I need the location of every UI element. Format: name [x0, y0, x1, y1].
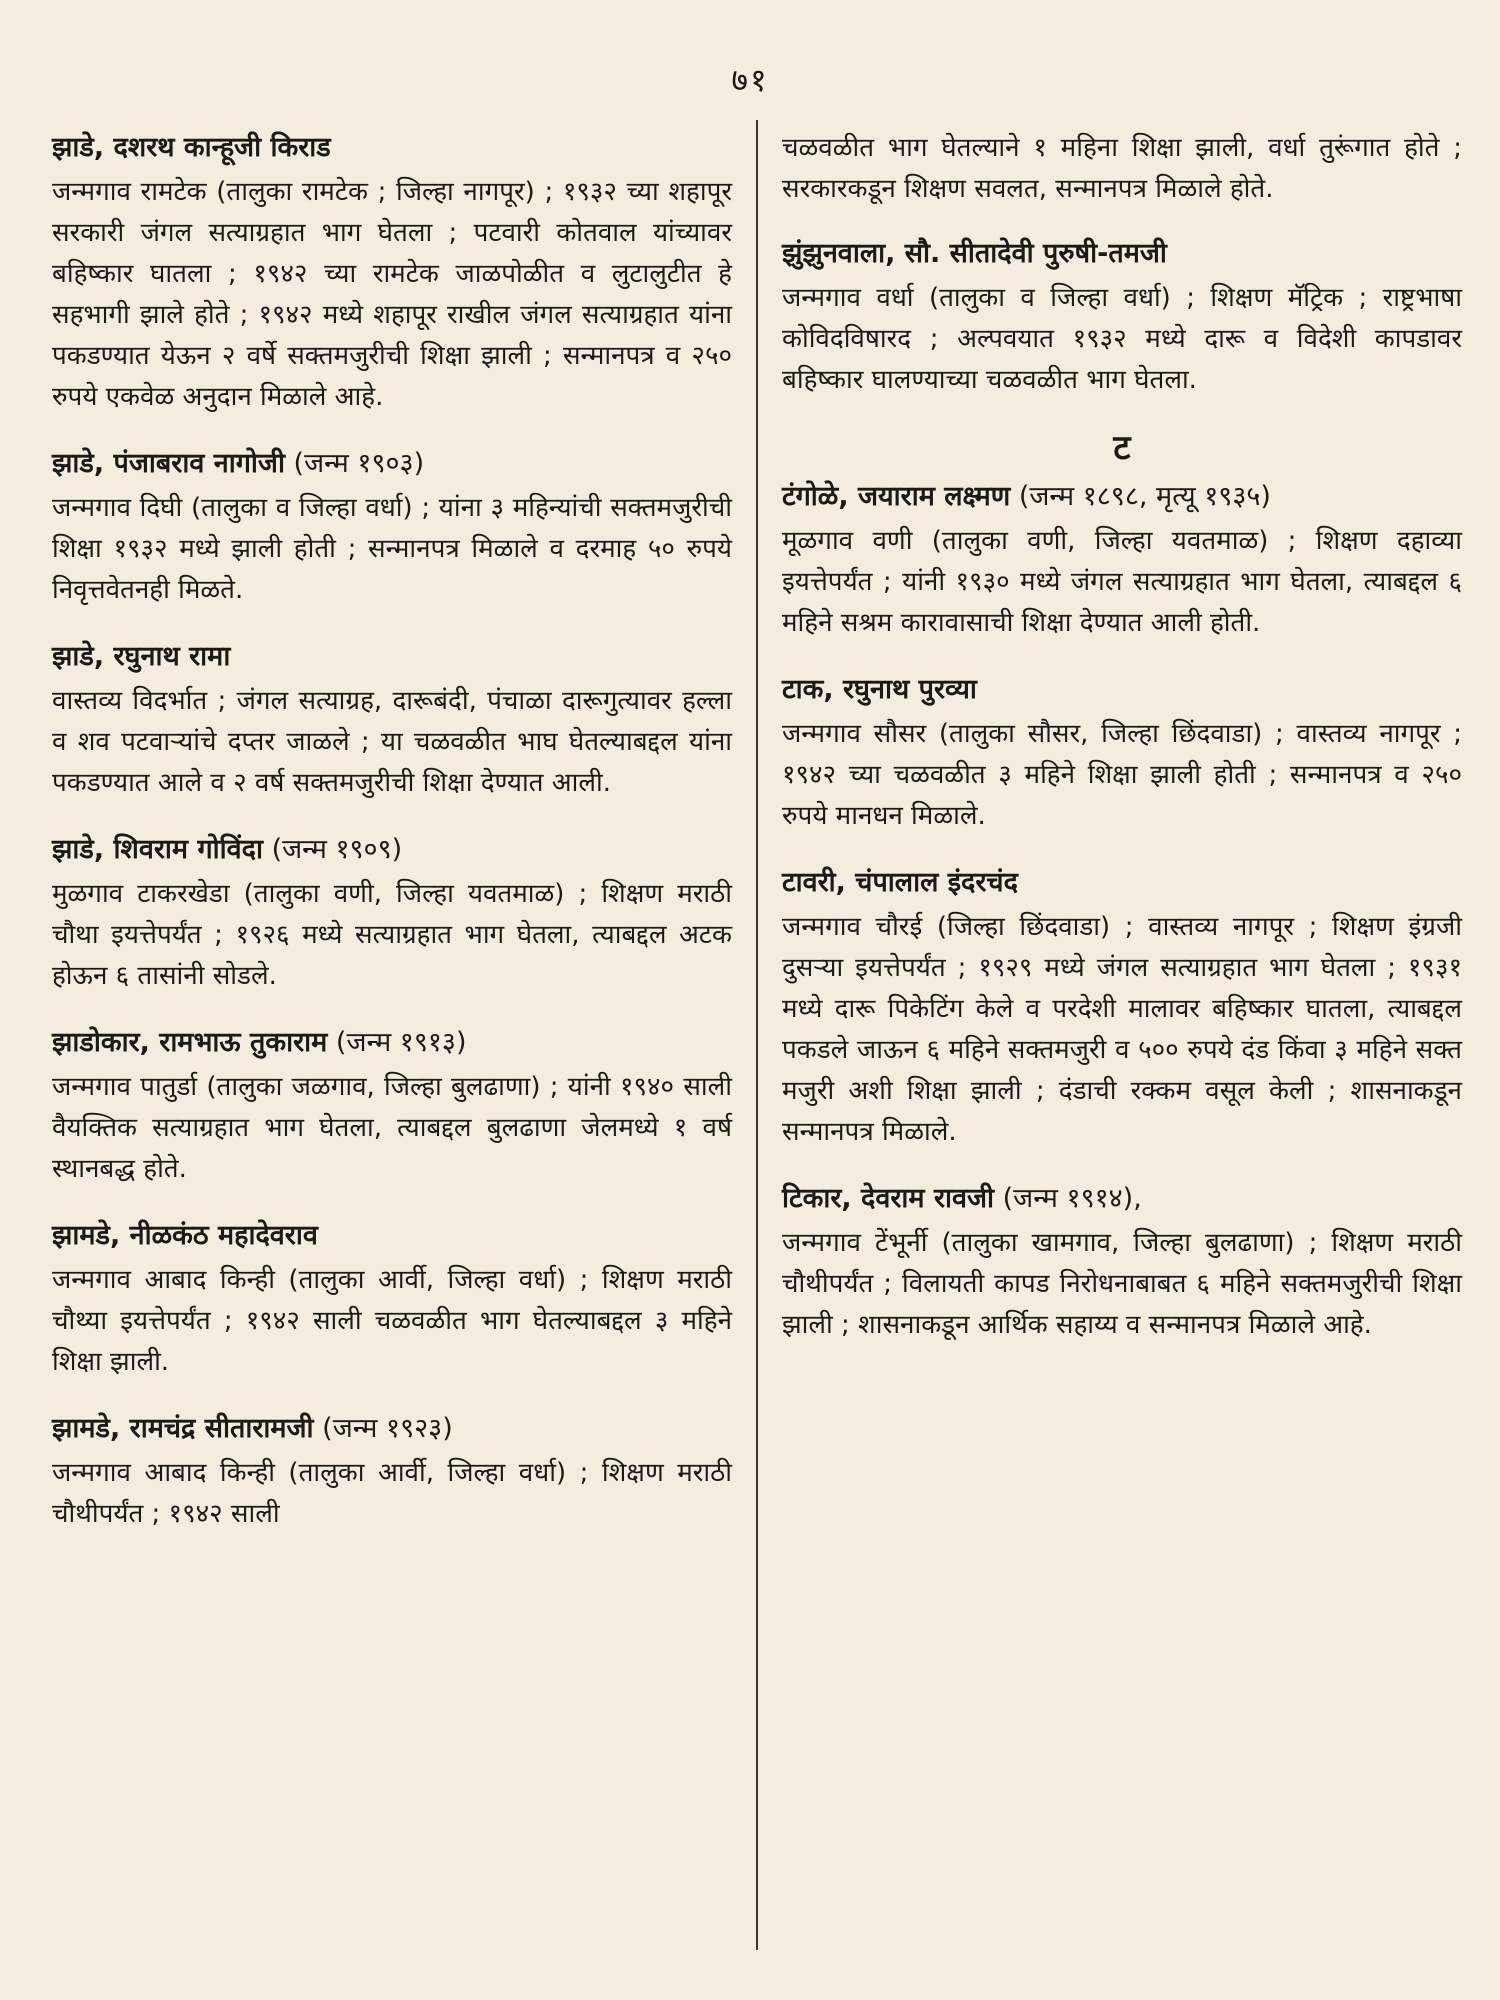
entry-heading	[52, 1409, 732, 1449]
entry-name: झाडे, शिवराम गोविंदा	[52, 834, 263, 865]
entry-name: झामडे, नीळकंठ महादेवराव	[52, 1220, 318, 1251]
left-column	[52, 128, 732, 1561]
entry-name: टावरी, चंपालाल इंदरचंद	[782, 867, 1018, 898]
entry-body: जन्मगाव आबाद किन्ही (तालुका आर्वी, जिल्हा वर्धा) ; शिक्षण मराठी चौथीपर्यंत ; १९४२ साली	[52, 1458, 732, 1529]
entry	[782, 1179, 1462, 1346]
entry-name: टिकार, देवराम रावजी	[782, 1183, 995, 1214]
entry	[52, 830, 732, 997]
right-column	[782, 128, 1462, 1372]
entry	[52, 1023, 732, 1190]
entry-name: झुंझुनवाला, सौ. सीतादेवी पुरुषी-तमजी	[782, 238, 1167, 269]
entry-dates: (जन्म १८९८, मृत्यू १९३५)	[1018, 481, 1271, 512]
entry-heading	[52, 1023, 732, 1063]
entry-heading	[52, 830, 732, 870]
entry-body: मूळगाव वणी (तालुका वणी, जिल्हा यवतमाळ) ; शिक्षण दहाव्या इयत्तेपर्यंत ; यांनी १९३० मध्ये जंगल सत्याग्रहात भाग घेतला, त्याबद्दल ६ महिने सश्रम कारावासाची शिक्षा देण्यात आली होती.	[782, 526, 1462, 638]
entry-heading	[52, 1216, 732, 1256]
entry	[52, 637, 732, 804]
entry-name: टाक, रघुनाथ पुरव्या	[782, 674, 977, 705]
entry	[782, 234, 1462, 401]
entry-dates: (जन्म १९१३)	[335, 1027, 467, 1058]
entry-heading	[782, 1179, 1462, 1219]
entry-body: जन्मगाव टेंभूर्नी (तालुका खामगाव, जिल्हा बुलढाणा) ; शिक्षण मराठी चौथीपर्यंत ; विलायती कापड निरोधनाबाबत ६ महिने सक्तमजुरीची शिक्षा झाली ; शासनाकडून आर्थिक सहाय्य व सन्मानपत्र मिळाले आहे.	[782, 1228, 1462, 1340]
entry-heading	[782, 234, 1462, 274]
entry-name: झाडोकार, रामभाऊ तुकाराम	[52, 1027, 328, 1058]
entry-body: वास्तव्य विदर्भात ; जंगल सत्याग्रह, दारूबंदी, पंचाळा दारूगुत्यावर हल्ला व शव पटवाऱ्यांचे दप्तर जाळले ; या चळवळीत भाघ घेतल्याबद्दल यांना पकडण्यात आले व २ वर्ष सक्तमजुरीची शिक्षा देण्यात आली.	[52, 686, 732, 798]
entry	[52, 128, 732, 418]
entry-body: जन्मगाव सौसर (तालुका सौसर, जिल्हा छिंदवाडा) ; वास्तव्य नागपूर ; १९४२ च्या चळवळीत ३ महिने शिक्षा झाली होती ; सन्मानपत्र व २५० रुपये मानधन मिळाले.	[782, 719, 1462, 831]
entry-name: झाडे, पंजाबराव नागोजी	[52, 448, 285, 479]
entry-name: झाडे, रघुनाथ रामा	[52, 641, 231, 672]
entry-dates: (जन्म १९१४),	[1002, 1183, 1142, 1214]
entry-name: झाडे, दशरथ कान्हूजी किराड	[52, 132, 331, 163]
entry-body: जन्मगाव वर्धा (तालुका व जिल्हा वर्धा) ; शिक्षण मॅट्रिक ; राष्ट्रभाषा कोविदविषारद ; अल्पवयात १९३२ मध्ये दारू व विदेशी कापडावर बहिष्कार घालण्याच्या चळवळीत भाग घेतला.	[782, 283, 1462, 395]
entry	[782, 670, 1462, 837]
continued-text: चळवळीत भाग घेतल्याने १ महिना शिक्षा झाली, वर्धा तुरूंगात होते ; सरकारकडून शिक्षण सवलत, सन्मानपत्र मिळाले होते.	[782, 133, 1462, 204]
page-number: ७१	[731, 61, 769, 99]
entry-dates: (जन्म १९२३)	[322, 1413, 453, 1444]
entry-name: झामडे, रामचंद्र सीतारामजी	[52, 1413, 314, 1444]
entry-heading	[52, 128, 732, 168]
column-divider	[756, 120, 758, 1950]
entry	[52, 1216, 732, 1383]
entry-heading	[782, 863, 1462, 903]
entry	[782, 863, 1462, 1153]
entry-body: मुळगाव टाकरखेडा (तालुका वणी, जिल्हा यवतमाळ) ; शिक्षण मराठी चौथा इयत्तेपर्यंत ; १९२६ मध्ये सत्याग्रहात भाग घेतला, त्याबद्दल अटक होऊन ६ तासांनी सोडले.	[52, 879, 732, 991]
entry-heading	[52, 444, 732, 484]
entry	[52, 444, 732, 611]
entry-body: जन्मगाव पातुर्डा (तालुका जळगाव, जिल्हा बुलढाणा) ; यांनी १९४० साली वैयक्तिक सत्याग्रहात भाग घेतला, त्याबद्दल बुलढाणा जेलमध्ये १ वर्ष स्थानबद्ध होते.	[52, 1072, 732, 1184]
entry-body: जन्मगाव दिघी (तालुका व जिल्हा वर्धा) ; यांना ३ महिन्यांची सक्तमजुरीची शिक्षा १९३२ मध्ये झाली होती ; सन्मानपत्र मिळाले व दरमाह ५० रुपये निवृत्तवेतनही मिळते.	[52, 493, 732, 605]
section-letter: ट	[1113, 428, 1131, 468]
entry-body: जन्मगाव रामटेक (तालुका रामटेक ; जिल्हा नागपूर) ; १९३२ च्या शहापूर सरकारी जंगल सत्याग्रहात भाग घेतला ; पटवारी कोतवाल यांच्यावर बहिष्कार घातला ; १९४२ च्या रामटेक जाळपोळीत व लुटालुटीत हे सहभागी झाले होते ; १९४२ मध्ये शहापूर राखील जंगल सत्याग्रहात यांना पकडण्यात येऊन २ वर्षे सक्तमजुरीची शिक्षा झाली ; सन्मानपत्र व २५० रुपये एकवेळ अनुदान मिळाले आहे.	[52, 177, 732, 412]
entry-heading	[782, 670, 1462, 710]
entry	[782, 477, 1462, 644]
entry-heading	[782, 477, 1462, 517]
entry-heading	[52, 637, 732, 677]
entry-body: जन्मगाव चौरई (जिल्हा छिंदवाडा) ; वास्तव्य नागपूर ; शिक्षण इंग्रजी दुसऱ्या इयत्तेपर्यंत ; १९२९ मध्ये जंगल सत्याग्रहात भाग घेतला ; १९३१ मध्ये दारू पिकेटिंग केले व परदेशी मालावर बहिष्कार घातला, त्याबद्दल पकडले जाऊन ६ महिने सक्तमजुरी व ५०० रुपये दंड किंवा ३ महिने सक्त मजुरी अशी शिक्षा झाली ; दंडाची रक्कम वसूल केली ; शासनाकडून सन्मानपत्र मिळाले.	[782, 912, 1462, 1147]
entry-dates: (जन्म १९०९)	[271, 834, 403, 865]
entry-body: जन्मगाव आबाद किन्ही (तालुका आर्वी, जिल्हा वर्धा) ; शिक्षण मराठी चौथ्या इयत्तेपर्यंत ; १९४२ साली चळवळीत भाग घेतल्याबद्दल ३ महिने शिक्षा झाली.	[52, 1265, 732, 1377]
entry	[52, 1409, 732, 1535]
entry-dates: (जन्म १९०३)	[293, 448, 425, 479]
entry-name: टंगोळे, जयाराम लक्ष्मण	[782, 481, 1011, 512]
